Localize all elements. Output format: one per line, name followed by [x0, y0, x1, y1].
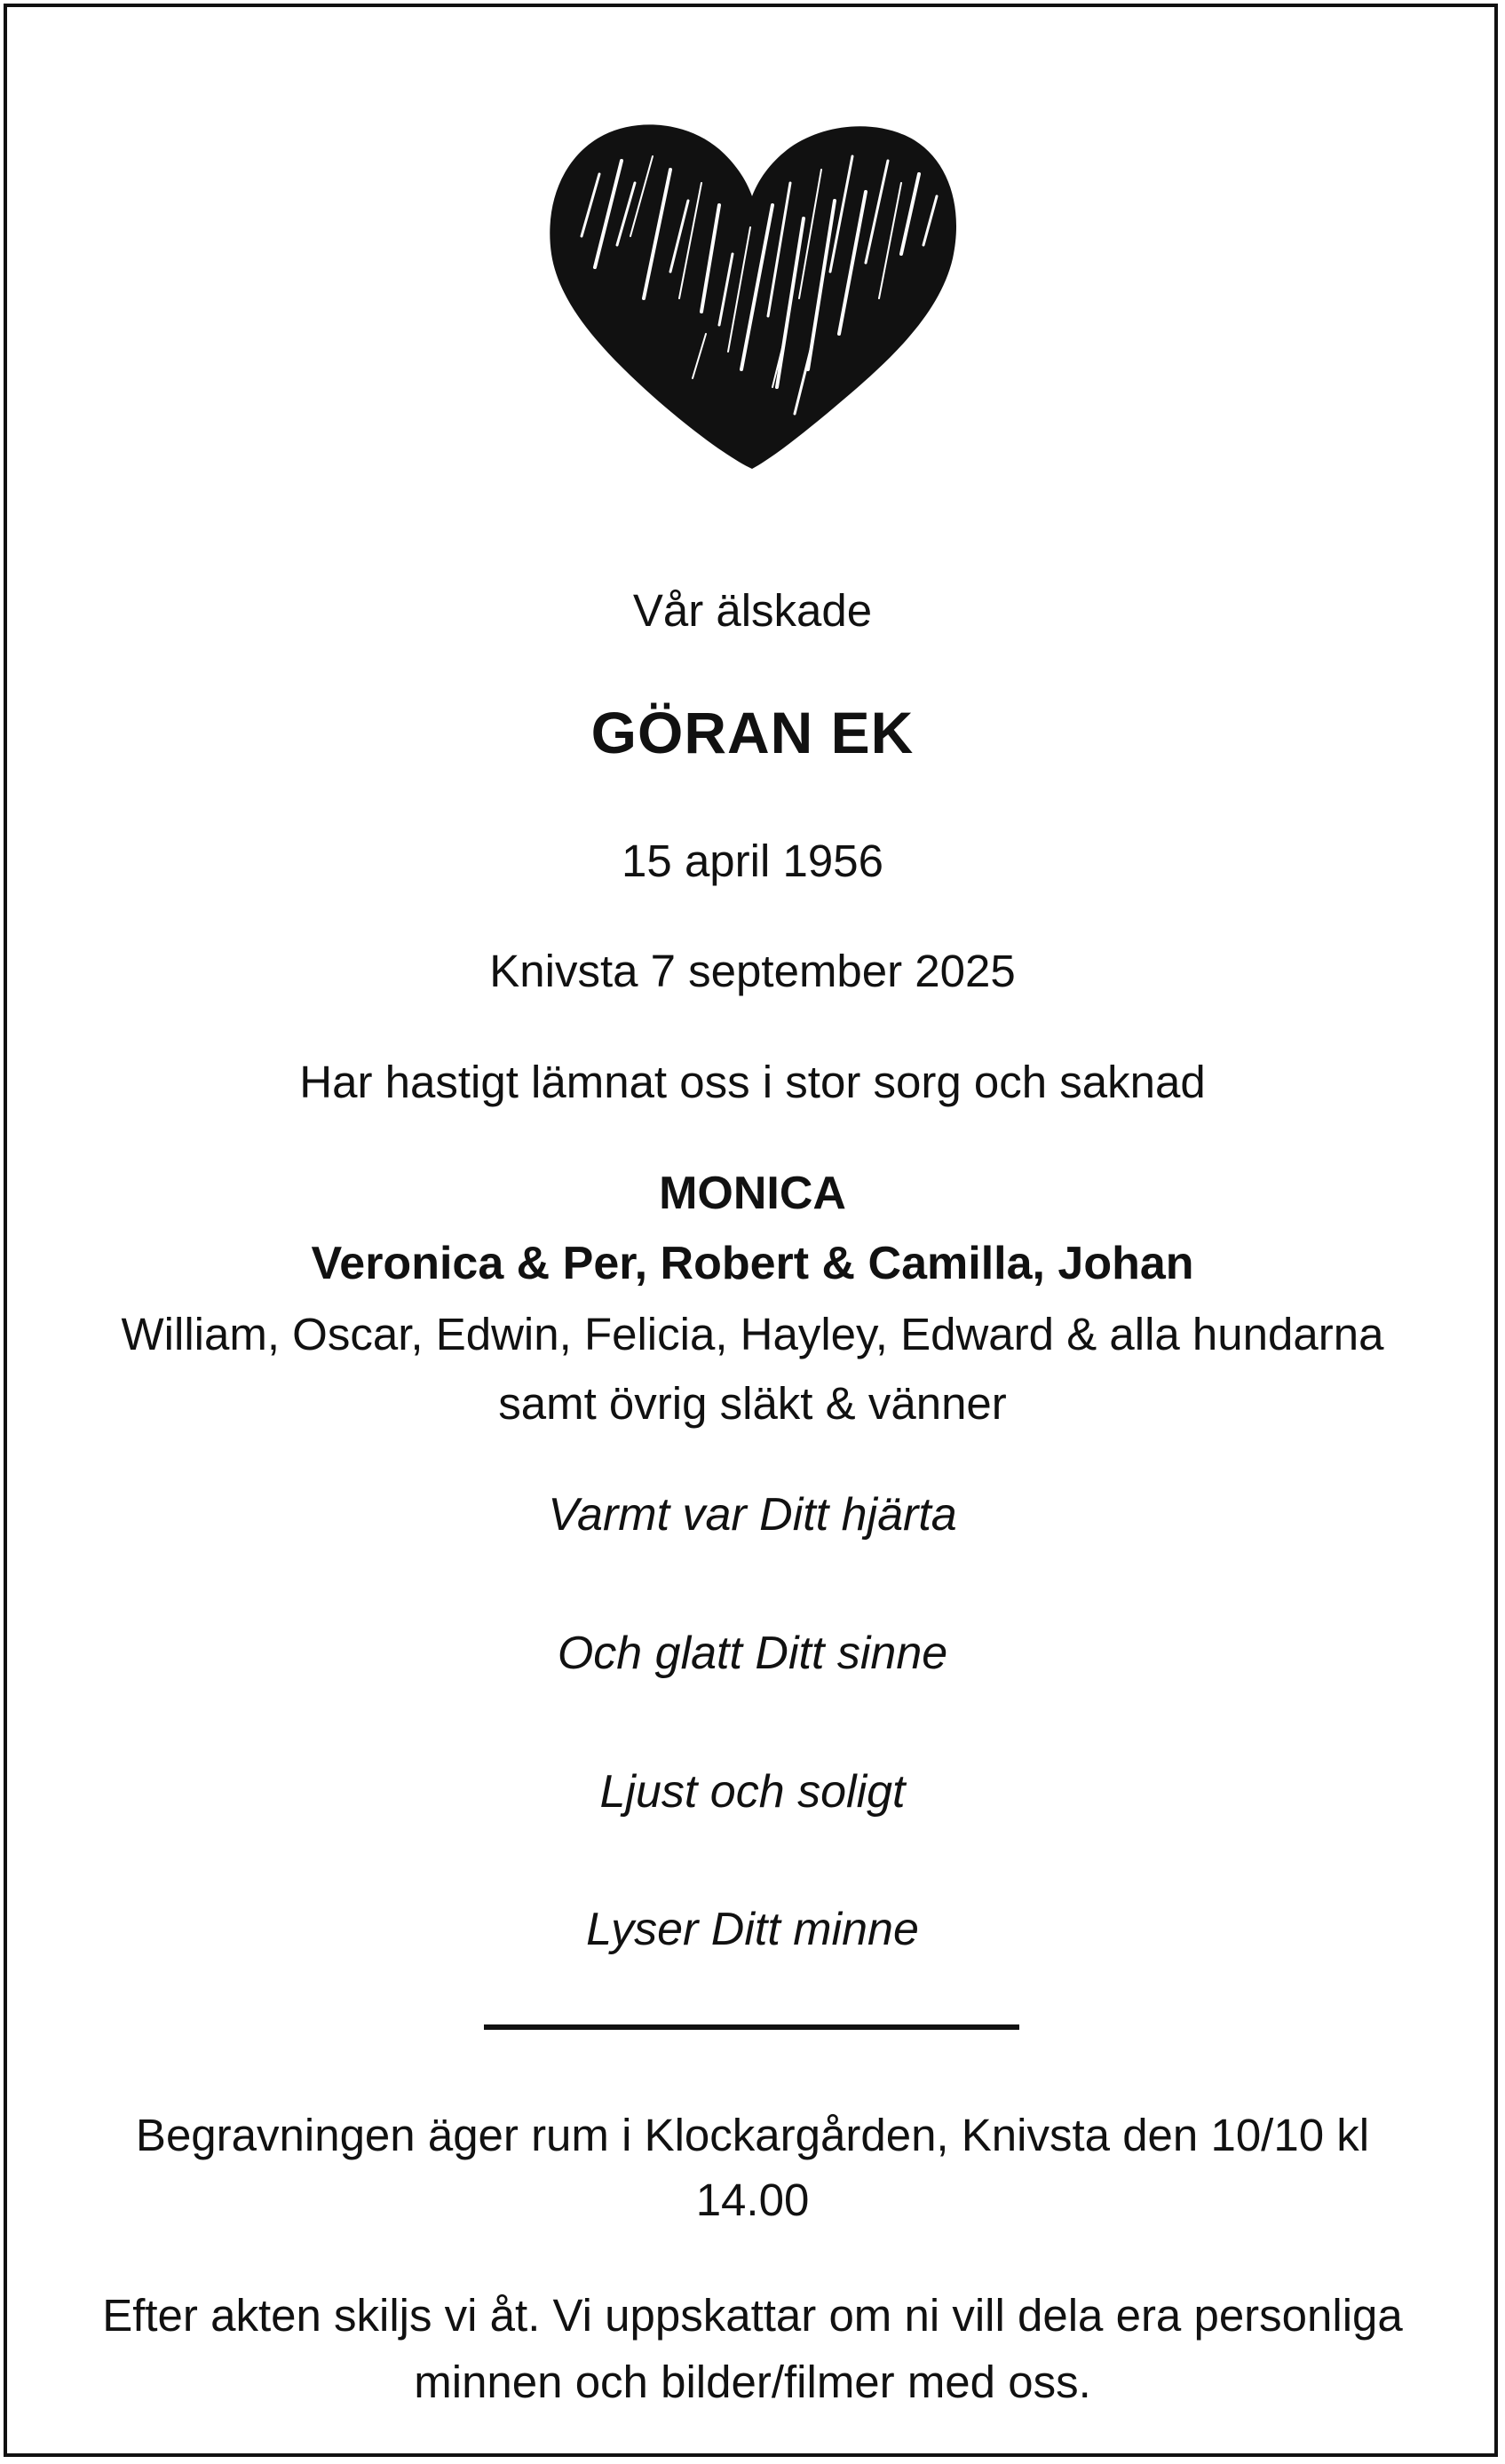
children-names: Veronica & Per, Robert & Camilla, Johan: [311, 1238, 1194, 1289]
deceased-name: GÖRAN EK: [590, 700, 915, 765]
birth-date: 15 april 1956: [622, 836, 883, 886]
grandchildren-names: William, Oscar, Edwin, Felicia, Hayley, Edward & alla hundarna: [121, 1309, 1384, 1359]
divider-rule: [484, 2024, 1019, 2030]
verse-line: Varmt var Ditt hjärta: [548, 1489, 957, 1541]
other-mourners: samt övrig släkt & vänner: [498, 1378, 1007, 1429]
intro-text: Vår älskade: [632, 585, 873, 636]
verse-line: Och glatt Ditt sinne: [557, 1628, 948, 1679]
verse-line: Lyser Ditt minne: [586, 1904, 919, 1955]
death-date-place: Knivsta 7 september 2025: [489, 946, 1016, 996]
funeral-info-line: Begravningen äger rum i Klockargården, Knivsta den 10/10 kl: [135, 2110, 1370, 2160]
message-text: Har hastigt lämnat oss i stor sorg och saknad: [299, 1057, 1206, 1107]
funeral-info-line: 14.00: [695, 2175, 810, 2225]
after-ceremony-line: minnen och bilder/filmer med oss.: [414, 2357, 1091, 2407]
spouse-name: MONICA: [659, 1168, 846, 1219]
verse-line: Ljust och soligt: [599, 1766, 906, 1818]
heart-icon: [546, 121, 959, 471]
after-ceremony-line: Efter akten skiljs vi åt. Vi uppskattar om ni vill dela era personliga: [102, 2290, 1403, 2341]
